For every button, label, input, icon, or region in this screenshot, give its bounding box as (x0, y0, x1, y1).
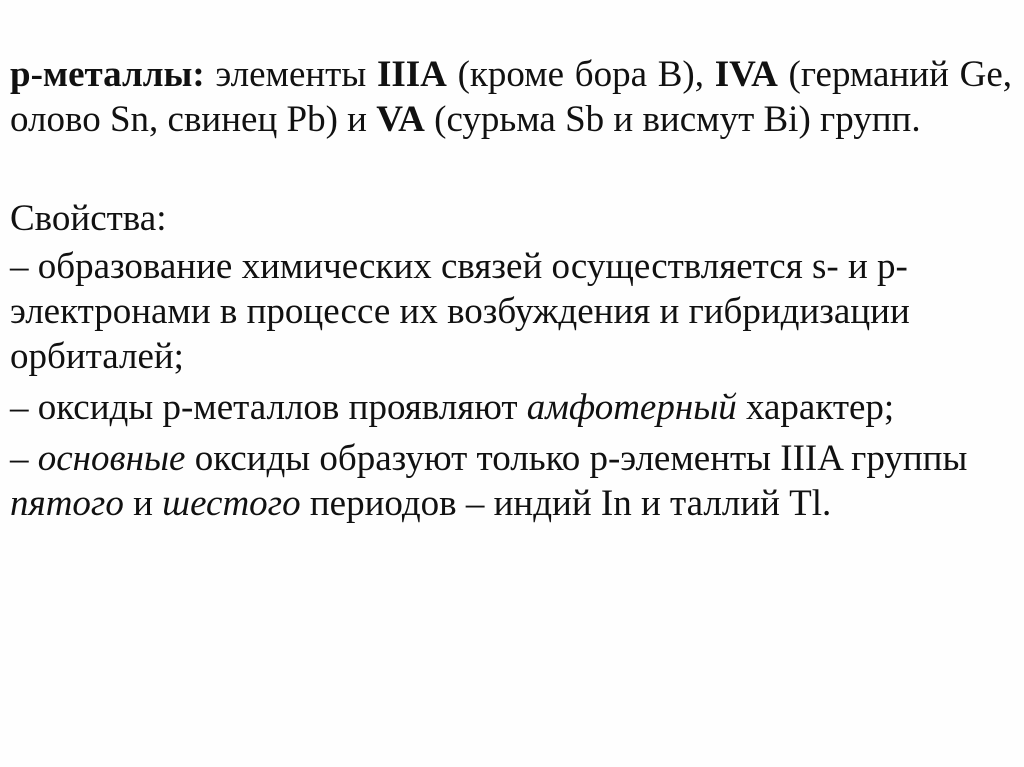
paragraph-spacer (10, 142, 1012, 196)
property-text: периодов – индий In и таллий Tl. (300, 483, 832, 524)
property-item-amphoteric (10, 385, 1000, 430)
group-label-iva: IVA (714, 54, 778, 95)
emphasis-amphoteric: амфотерный (526, 387, 737, 428)
definition-text: (германий Ge, олово Sn, свинец Pb) и (10, 54, 1013, 140)
property-item-basic-oxides (10, 436, 1000, 526)
property-text: характер; (736, 387, 895, 428)
property-text: – (10, 438, 38, 479)
property-text: оксиды образуют только р-элементы IIIA группы (185, 438, 968, 479)
property-text: – оксиды р-металлов проявляют (10, 387, 527, 428)
emphasis-fifth: пятого (10, 483, 124, 524)
group-label-iiia: IIIA (376, 54, 447, 95)
definition-text: (кроме бора B), (446, 54, 715, 95)
properties-heading: Свойства: (10, 198, 167, 239)
slide-content (10, 52, 1012, 532)
emphasis-sixth: шестого (162, 483, 301, 524)
definition-text: (сурьма Sb и висмут Bi) групп. (424, 99, 921, 140)
group-label-va: VA (376, 99, 425, 140)
emphasis-basic: основные (37, 438, 186, 479)
definition-paragraph (10, 52, 1012, 142)
definition-text: элементы (204, 54, 377, 95)
property-item-bonding (10, 244, 1000, 379)
property-text: и (123, 483, 163, 524)
term-p-metals: р-металлы: (10, 54, 205, 95)
property-text: – образование химических связей осуществляется s- и р-электронами в процессе их возбуждения и гибридизации орбиталей; (10, 246, 910, 377)
